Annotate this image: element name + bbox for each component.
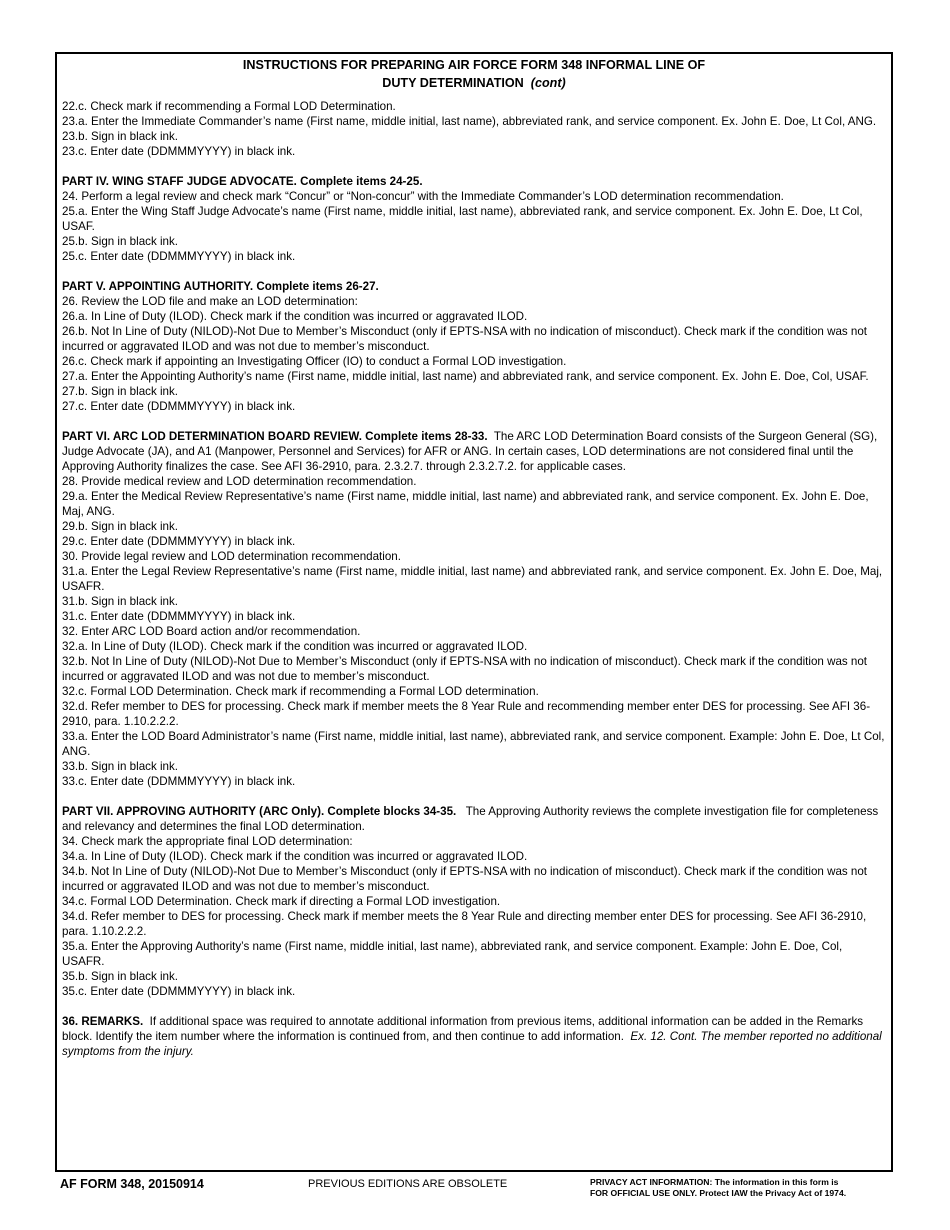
section-intro: [62, 804, 885, 834]
instruction-line: 32.c. Formal LOD Determination. Check mark if recommending a Formal LOD determination.: [62, 685, 539, 698]
section-remarks: [62, 1014, 885, 1059]
instruction-line: 34.c. Formal LOD Determination. Check mark if directing a Formal LOD investigation.: [62, 895, 501, 908]
instruction-line: 26.b. Not In Line of Duty (NILOD)-Not Due to Member’s Misconduct (only if EPTS-NSA with no indication of misconduct). Check mark if the condition was not incurred or aggravated ILOD and was not due to member’s misconduct.: [62, 325, 868, 353]
obsolete-notice: PREVIOUS EDITIONS ARE OBSOLETE: [308, 1178, 508, 1190]
instruction-line: 35.c. Enter date (DDMMMYYYY) in black ink.: [62, 985, 296, 998]
remarks-text: If additional space was required to annotate additional information from previous items, additional information can be added in the Remarks block. Identify the item number where the information is continued from, and then continue to add information.: [62, 1015, 864, 1043]
instruction-line: 22.c. Check mark if recommending a Formal LOD Determination.: [62, 100, 396, 113]
instruction-line: 29.c. Enter date (DDMMMYYYY) in black ink.: [62, 535, 296, 548]
instruction-line: 35.a. Enter the Approving Authority’s name (First name, middle initial, last name), abbreviated rank, and service component. Example: John E. Doe, Col, USAFR.: [62, 940, 843, 968]
form-footer: [0, 1172, 950, 1230]
section-part4: [62, 174, 885, 264]
instruction-line: 34.a. In Line of Duty (ILOD). Check mark if the condition was incurred or aggravated ILOD.: [62, 850, 528, 863]
remarks-heading: 36. REMARKS.: [62, 1015, 144, 1028]
instruction-line: 33.c. Enter date (DDMMMYYYY) in black ink.: [62, 775, 296, 788]
section-heading: PART IV. WING STAFF JUDGE ADVOCATE. Complete items 24-25.: [62, 175, 423, 188]
instruction-line: 31.c. Enter date (DDMMMYYYY) in black ink.: [62, 610, 296, 623]
privacy-notice: [590, 1177, 846, 1199]
privacy-line-1: PRIVACY ACT INFORMATION: The information in this form is: [590, 1177, 839, 1187]
instruction-line: 25.b. Sign in black ink.: [62, 235, 179, 248]
instruction-line: 29.a. Enter the Medical Review Representative’s name (First name, middle initial, last name) and abbreviated rank, and service component. Ex. John E. Doe, Maj, ANG.: [62, 490, 869, 518]
privacy-line-2: FOR OFFICIAL USE ONLY. Protect IAW the Privacy Act of 1974.: [590, 1188, 847, 1198]
section-part5: [62, 279, 885, 414]
instruction-line: 27.b. Sign in black ink.: [62, 385, 179, 398]
section-intro-text: The Approving Authority reviews the complete investigation file for completeness and relevancy and determines the final LOD determination.: [62, 805, 879, 833]
title-cont: (cont): [530, 76, 566, 90]
section-part3-tail: [62, 99, 885, 159]
title-line-2-text: DUTY DETERMINATION: [382, 76, 524, 90]
instruction-line: 23.b. Sign in black ink.: [62, 130, 179, 143]
instruction-line: 33.b. Sign in black ink.: [62, 760, 179, 773]
section-intro: [62, 429, 885, 474]
instruction-line: 28. Provide medical review and LOD determination recommendation.: [62, 475, 417, 488]
page-title: [57, 56, 891, 92]
remarks-paragraph: [62, 1014, 885, 1059]
instruction-line: 25.c. Enter date (DDMMMYYYY) in black ink.: [62, 250, 296, 263]
instruction-line: 32.a. In Line of Duty (ILOD). Check mark if the condition was incurred or aggravated ILOD.: [62, 640, 528, 653]
section-intro-text: The ARC LOD Determination Board consists of the Surgeon General (SG), Judge Advocate (JA), and A1 (Manpower, Personnel and Services) for AFR or ANG. In certain cases, LOD determinations are not considered final until the Approving Authority finalizes the case. See AFI 36-2910, para. 2.3.2.7. through 2.3.2.7.2. for applicable cases.: [62, 430, 878, 473]
instruction-line: 32. Enter ARC LOD Board action and/or recommendation.: [62, 625, 361, 638]
form-id: AF FORM 348, 20150914: [60, 1177, 204, 1191]
instruction-line: 29.b. Sign in black ink.: [62, 520, 179, 533]
instruction-line: 26. Review the LOD file and make an LOD determination:: [62, 295, 358, 308]
section-heading: PART VI. ARC LOD DETERMINATION BOARD REVIEW. Complete items 28-33.: [62, 430, 488, 443]
instruction-line: 24. Perform a legal review and check mark “Concur” or “Non-concur” with the Immediate Commander’s LOD determination recommendation.: [62, 190, 784, 203]
instruction-line: 34.d. Refer member to DES for processing. Check mark if member meets the 8 Year Rule and directing member enter DES for processing. See AFI 36-2910, para. 1.10.2.2.2.: [62, 910, 867, 938]
instruction-line: 32.b. Not In Line of Duty (NILOD)-Not Due to Member’s Misconduct (only if EPTS-NSA with no indication of misconduct). Check mark if the condition was not incurred or aggravated ILOD and was not due to member’s misconduct.: [62, 655, 868, 683]
instruction-line: 27.a. Enter the Appointing Authority’s name (First name, middle initial, last name) and abbreviated rank, and service component. Ex. John E. Doe, Col, USAF.: [62, 370, 869, 383]
instructions-body: [62, 99, 885, 1059]
instruction-line: 32.d. Refer member to DES for processing. Check mark if member meets the 8 Year Rule and recommending member enter DES for processing. See AFI 36-2910, para. 1.10.2.2.2.: [62, 700, 871, 728]
title-line-2: [57, 74, 891, 92]
instruction-line: 35.b. Sign in black ink.: [62, 970, 179, 983]
instruction-line: 27.c. Enter date (DDMMMYYYY) in black ink.: [62, 400, 296, 413]
section-part6: [62, 429, 885, 789]
instruction-line: 26.c. Check mark if appointing an Investigating Officer (IO) to conduct a Formal LOD investigation.: [62, 355, 567, 368]
instruction-line: 33.a. Enter the LOD Board Administrator’s name (First name, middle initial, last name), abbreviated rank, and service component. Example: John E. Doe, Lt Col, ANG.: [62, 730, 885, 758]
form-page-frame: [55, 52, 893, 1172]
instruction-line: 26.a. In Line of Duty (ILOD). Check mark if the condition was incurred or aggravated ILOD.: [62, 310, 528, 323]
instruction-line: 25.a. Enter the Wing Staff Judge Advocate’s name (First name, middle initial, last name), abbreviated rank, and service component. Ex. John E. Doe, Lt Col, USAF.: [62, 205, 863, 233]
instruction-line: 23.a. Enter the Immediate Commander’s name (First name, middle initial, last name), abbreviated rank, and service component. Ex. John E. Doe, Lt Col, ANG.: [62, 115, 877, 128]
instruction-line: 34.b. Not In Line of Duty (NILOD)-Not Due to Member’s Misconduct (only if EPTS-NSA with no indication of misconduct). Check mark if the condition was not incurred or aggravated ILOD and was not due to member’s misconduct.: [62, 865, 868, 893]
instruction-line: 23.c. Enter date (DDMMMYYYY) in black ink.: [62, 145, 296, 158]
instruction-line: 31.a. Enter the Legal Review Representative’s name (First name, middle initial, last name) and abbreviated rank, and service component. Ex. John E. Doe, Maj, USAFR.: [62, 565, 883, 593]
section-heading: PART VII. APPROVING AUTHORITY (ARC Only). Complete blocks 34-35.: [62, 805, 457, 818]
instruction-line: 31.b. Sign in black ink.: [62, 595, 179, 608]
instruction-line: 30. Provide legal review and LOD determination recommendation.: [62, 550, 401, 563]
remarks-example: Ex. 12. Cont. The member reported no additional symptoms from the injury.: [62, 1030, 882, 1058]
instruction-line: 34. Check mark the appropriate final LOD determination:: [62, 835, 353, 848]
section-part7: [62, 804, 885, 999]
title-line-1: INSTRUCTIONS FOR PREPARING AIR FORCE FORM 348 INFORMAL LINE OF: [242, 58, 706, 72]
section-heading: PART V. APPOINTING AUTHORITY. Complete items 26-27.: [62, 280, 379, 293]
